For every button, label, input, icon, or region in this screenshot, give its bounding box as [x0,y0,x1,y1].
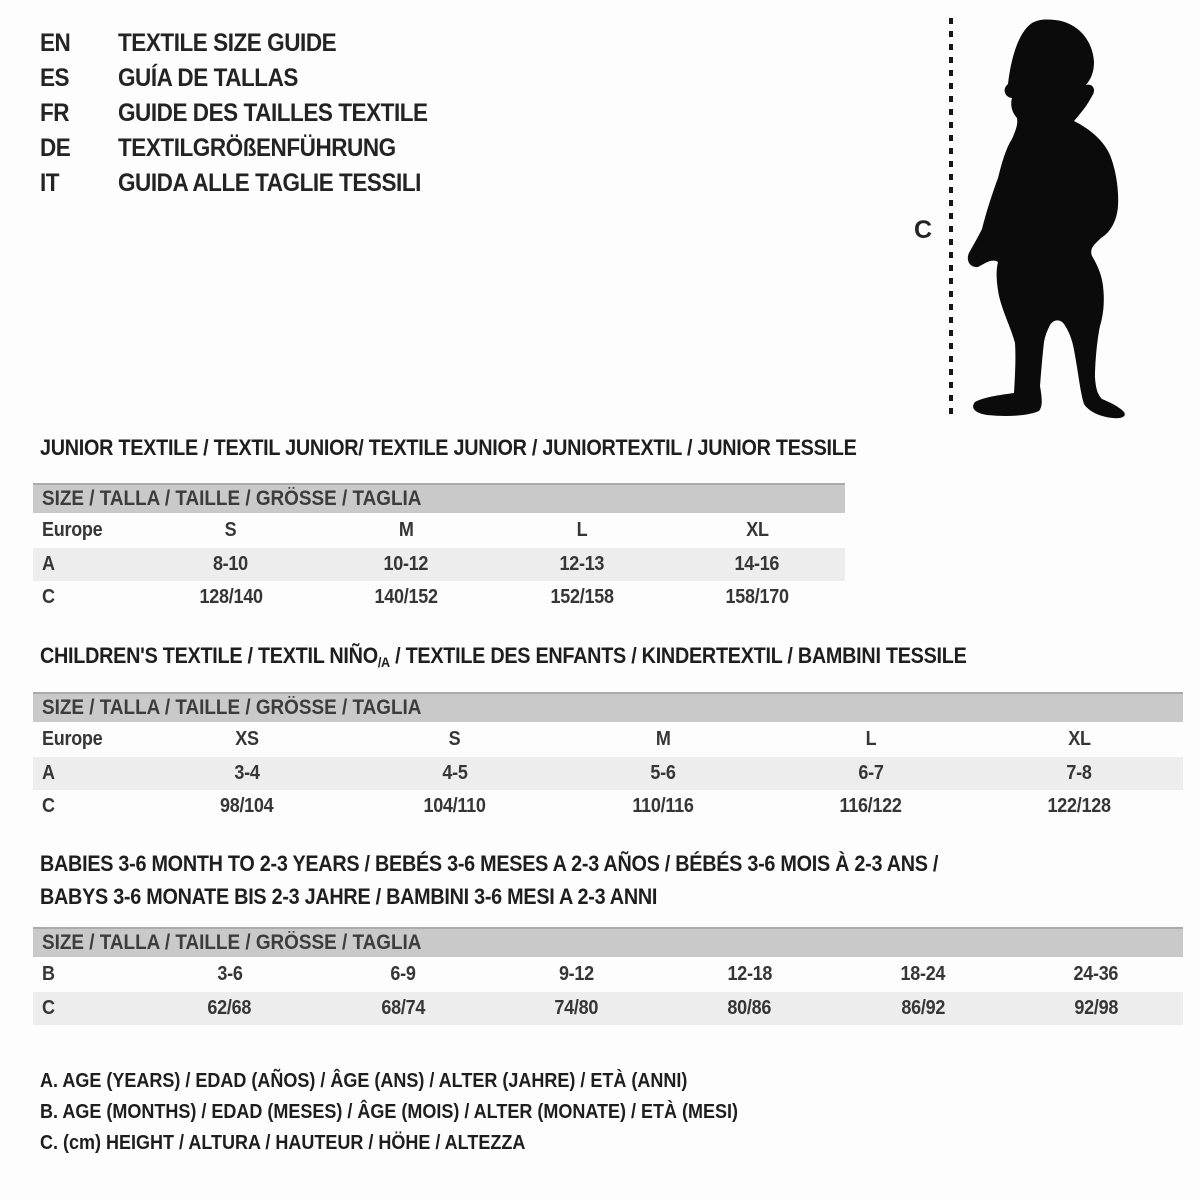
language-title: GUIDA ALLE TAGLIE TESSILI [118,169,421,197]
cell-text: 62/68 [207,997,252,1019]
cell-text: 3-4 [234,762,260,784]
children-size-table [33,692,1183,823]
height-cell [663,997,836,1020]
row-label [33,997,143,1020]
cell-text: 140/152 [374,586,438,608]
cell-text: 80/86 [727,997,772,1019]
cell-text: 5-6 [650,762,676,784]
children-heading-suffix: / TEXTILE DES ENFANTS / KINDERTEXTIL / BAMBINI TESSILE [389,643,967,668]
cell-text: S [449,728,461,750]
cell-text: 68/74 [381,997,425,1019]
cell-text: 104/110 [423,795,487,817]
height-cell [559,795,767,818]
height-dimension-label: C [914,216,933,244]
cell-text: A [42,553,55,575]
age-cell [351,762,559,785]
height-cell [975,795,1183,818]
age-cell [663,963,836,986]
footnote-text: B. AGE (MONTHS) / EDAD (MESES) / ÂGE (MOIS) / ALTER (MONATE) / ETÀ (MESI) [40,1101,738,1123]
language-code: EN [40,29,71,57]
cell-text: M [398,519,414,541]
row-label [33,963,143,986]
age-cell [490,963,663,986]
height-cell [836,997,1009,1020]
cell-text: 12-18 [727,963,772,985]
cell-text: 122/128 [1047,795,1111,817]
cell-text: 158/170 [725,586,789,608]
language-code: FR [40,99,70,127]
cell-text: 116/122 [839,795,903,817]
junior-section-heading [40,435,947,461]
cell-text: 128/140 [199,586,263,608]
age-cell [1010,963,1183,986]
babies-size-table [33,927,1183,1025]
size-cell [670,519,846,542]
cell-text: S [224,519,237,541]
age-cell [975,762,1183,785]
cell-text: Europe [42,728,103,750]
size-header-bar [33,692,1183,722]
footnote-height-cm [40,1128,816,1159]
age-cell [836,963,1009,986]
size-header-bar [33,927,1183,957]
age-cell [670,553,846,576]
babies-heading-line2: BABYS 3-6 MONATE BIS 2-3 JAHRE / BAMBINI 3-6 MESI A 2-3 ANNI [40,884,658,909]
language-code: ES [40,64,70,92]
age-cell [143,553,319,576]
height-cell [670,586,846,609]
cell-text: 152/158 [550,586,614,608]
size-cell [143,519,319,542]
height-cell [494,586,670,609]
height-cell [143,586,319,609]
cell-text: C [42,795,55,817]
cell-text: 12-13 [559,553,605,575]
age-cell [494,553,670,576]
children-heading-subscript: /A [377,654,390,670]
children-section-heading [40,643,1069,670]
children-heading-prefix: CHILDREN'S TEXTILE / TEXTIL NIÑO [40,643,378,668]
size-header-label: SIZE / TALLA / TAILLE / GRÖSSE / TAGLIA [42,487,422,510]
cell-text: 10-12 [383,553,429,575]
height-cell [319,586,495,609]
language-title: GUÍA DE TALLAS [118,64,298,92]
language-row-it [40,166,462,201]
size-header-bar [33,483,845,513]
cell-text: 8-10 [213,553,249,575]
row-label [33,762,143,785]
cell-text: 6-9 [390,963,416,985]
height-cell [143,997,316,1020]
size-cell [143,728,351,751]
table-row [33,790,1183,823]
footnote-text: C. (cm) HEIGHT / ALTURA / HAUTEUR / HÖHE / ALTEZZA [40,1132,526,1154]
cell-text: 9-12 [558,963,594,985]
row-label [33,586,143,609]
table-row [33,548,845,581]
children-heading-text [40,643,967,670]
age-cell [767,762,975,785]
height-cell [143,795,351,818]
cell-text: L [576,519,588,541]
cell-text: Europe [42,519,103,541]
cell-text: 110/116 [632,795,694,817]
cell-text: 4-5 [442,762,468,784]
age-cell [319,553,495,576]
legend-footnotes [40,1066,816,1159]
footnote-age-months [40,1097,816,1128]
language-row-de [40,131,462,166]
cell-text: 3-6 [217,963,243,985]
footnote-age-years [40,1066,816,1097]
cell-text: C [42,586,55,608]
age-cell [559,762,767,785]
table-row [33,992,1183,1025]
table-row [33,757,1183,790]
table-row [33,957,1183,992]
age-cell [143,963,316,986]
cell-text: M [655,728,671,750]
age-cell [143,762,351,785]
language-code: DE [40,134,71,162]
toddler-silhouette-icon [968,19,1125,418]
language-title-list [40,26,462,201]
cell-text: XS [235,728,259,750]
size-cell [494,519,670,542]
row-label [33,795,143,818]
age-cell [316,963,489,986]
height-cell [767,795,975,818]
cell-text: A [42,762,55,784]
height-cell [1010,997,1183,1020]
toddler-height-figure [898,14,1190,426]
cell-text: L [865,728,877,750]
size-cell [319,519,495,542]
size-cell [767,728,975,751]
row-label [33,553,143,576]
height-cell [490,997,663,1020]
language-row-en [40,26,462,61]
cell-text: 92/98 [1074,997,1119,1019]
size-cell [559,728,767,751]
cell-text: 86/92 [901,997,945,1019]
footnote-text: A. AGE (YEARS) / EDAD (AÑOS) / ÂGE (ANS) / ALTER (JAHRE) / ETÀ (ANNI) [40,1070,688,1092]
cell-text: B [42,963,55,985]
size-header-label: SIZE / TALLA / TAILLE / GRÖSSE / TAGLIA [42,931,422,954]
size-cell [351,728,559,751]
table-row [33,581,845,614]
babies-heading-line1: BABIES 3-6 MONTH TO 2-3 YEARS / BEBÉS 3-6 MESES A 2-3 AÑOS / BÉBÉS 3-6 MOIS À 2-3 ANS / [40,851,939,876]
language-code: IT [40,169,60,197]
table-row [33,722,1183,757]
language-row-es [40,61,462,96]
cell-text: 74/80 [554,997,599,1019]
size-cell [975,728,1183,751]
height-cell [351,795,559,818]
cell-text: 7-8 [1066,762,1092,784]
row-label [33,519,143,542]
table-row [33,513,845,548]
junior-heading-text: JUNIOR TEXTILE / TEXTIL JUNIOR/ TEXTILE JUNIOR / JUNIORTEXTIL / JUNIOR TESSILE [40,435,857,460]
junior-size-table [33,483,845,614]
cell-text: C [42,997,55,1019]
language-title: GUIDE DES TAILLES TEXTILE [118,99,428,127]
height-cell [316,997,489,1020]
language-title: TEXTILGRÖßENFÜHRUNG [118,134,396,162]
cell-text: 18-24 [900,963,946,985]
size-header-label: SIZE / TALLA / TAILLE / GRÖSSE / TAGLIA [42,696,422,719]
language-title: TEXTILE SIZE GUIDE [118,29,337,57]
cell-text: XL [1067,728,1091,750]
cell-text: 6-7 [858,762,884,784]
babies-section-heading [40,847,1038,913]
language-row-fr [40,96,462,131]
cell-text: XL [746,519,769,541]
cell-text: 24-36 [1073,963,1119,985]
cell-text: 14-16 [734,553,780,575]
row-label [33,728,143,751]
cell-text: 98/104 [220,795,274,817]
